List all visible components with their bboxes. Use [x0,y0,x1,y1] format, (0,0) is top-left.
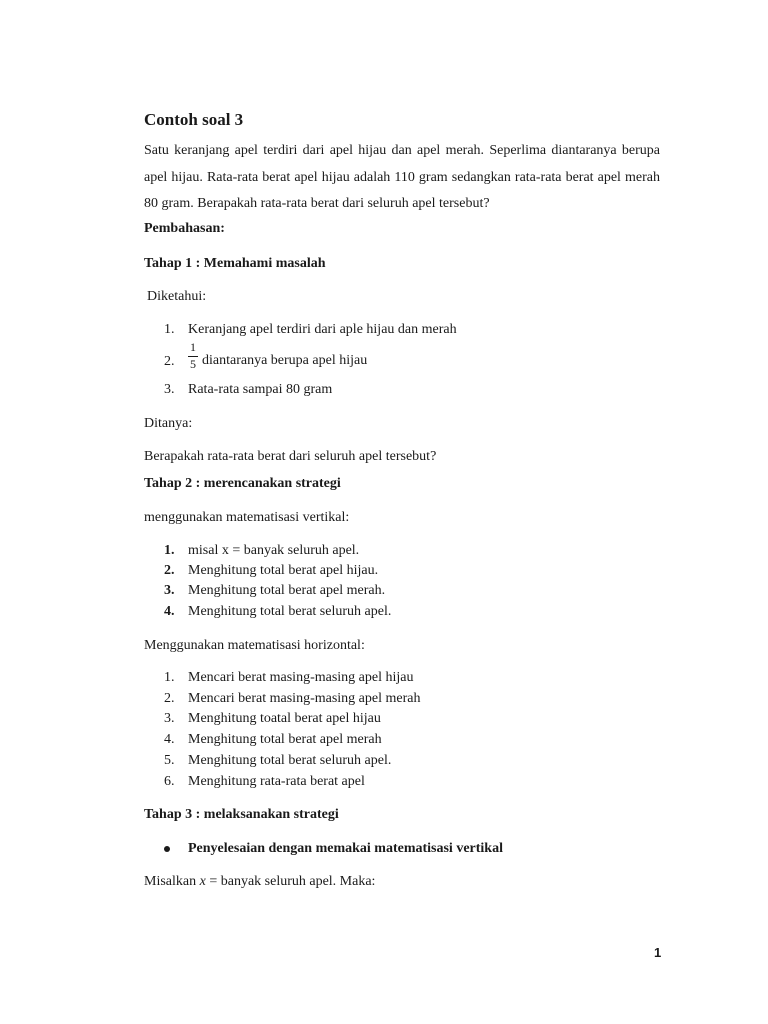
page-number: 1 [654,945,662,960]
misalkan-line [144,874,375,890]
list-item: diantaranya berupa apel hijau [202,353,368,368]
list-number: 2. [164,354,175,369]
list-item: Menghitung rata-rata berat apel [188,774,365,789]
ditanya-label: Ditanya: [144,416,193,431]
list-item: Rata-rata sampai 80 gram [188,382,333,397]
page-title: Contoh soal 3 [144,110,244,129]
list-number: 1. [164,322,175,337]
fraction-one-fifth [188,341,198,371]
list-item: misal x = banyak seluruh apel. [188,543,360,558]
list-number: 4. [164,732,175,747]
list-item: Menghitung total berat apel hijau. [188,563,379,578]
list-item: Menghitung total berat apel merah [188,732,382,747]
question-text: Berapakah rata-rata berat dari seluruh apel tersebut? [144,449,437,464]
list-item: Keranjang apel terdiri dari aple hijau dan merah [188,322,457,337]
fraction-numerator: 1 [190,340,196,354]
list-number: 4. [164,604,175,619]
vertical-intro: menggunakan matematisasi vertikal: [144,510,350,525]
list-number: 1. [164,670,175,685]
tahap2-heading: Tahap 2 : merencanakan strategi [144,476,341,491]
list-item: Menghitung total berat seluruh apel. [188,753,392,768]
misalkan-prefix: Misalkan [144,874,200,889]
list-item: Menghitung total berat seluruh apel. [188,604,392,619]
list-item: Mencari berat masing-masing apel merah [188,691,421,706]
diketahui-label: Diketahui: [147,289,207,304]
pembahasan-heading: Pembahasan: [144,221,225,236]
fraction-denominator: 5 [190,357,196,371]
tahap1-heading: Tahap 1 : Memahami masalah [144,256,326,271]
list-number: 2. [164,691,175,706]
list-number: 3. [164,382,175,397]
problem-paragraph: Satu keranjang apel terdiri dari apel hijau dan apel merah. Seperlima diantaranya berupa apel hijau. Rata-rata berat apel hijau adalah 110 gram sedangkan rata-rata berat apel merah 80 gram. Berapakah rata-rata berat dari seluruh apel tersebut? [144,143,660,211]
list-number: 1. [164,543,175,558]
misalkan-suffix: = banyak seluruh apel. Maka: [205,874,376,889]
bullet-heading: Penyelesaian dengan memakai matematisasi vertikal [188,841,503,856]
variable-x: x [199,874,206,889]
list-item: Mencari berat masing-masing apel hijau [188,670,414,685]
list-number: 6. [164,774,175,789]
list-item: Menghitung total berat apel merah. [188,583,386,598]
tahap3-heading: Tahap 3 : melaksanakan strategi [144,807,339,822]
list-number: 2. [164,563,175,578]
list-number: 3. [164,583,175,598]
horizontal-intro: Menggunakan matematisasi horizontal: [144,638,365,653]
list-item: Menghitung toatal berat apel hijau [188,711,381,726]
bullet-icon [164,846,170,852]
list-number: 3. [164,711,175,726]
list-number: 5. [164,753,175,768]
